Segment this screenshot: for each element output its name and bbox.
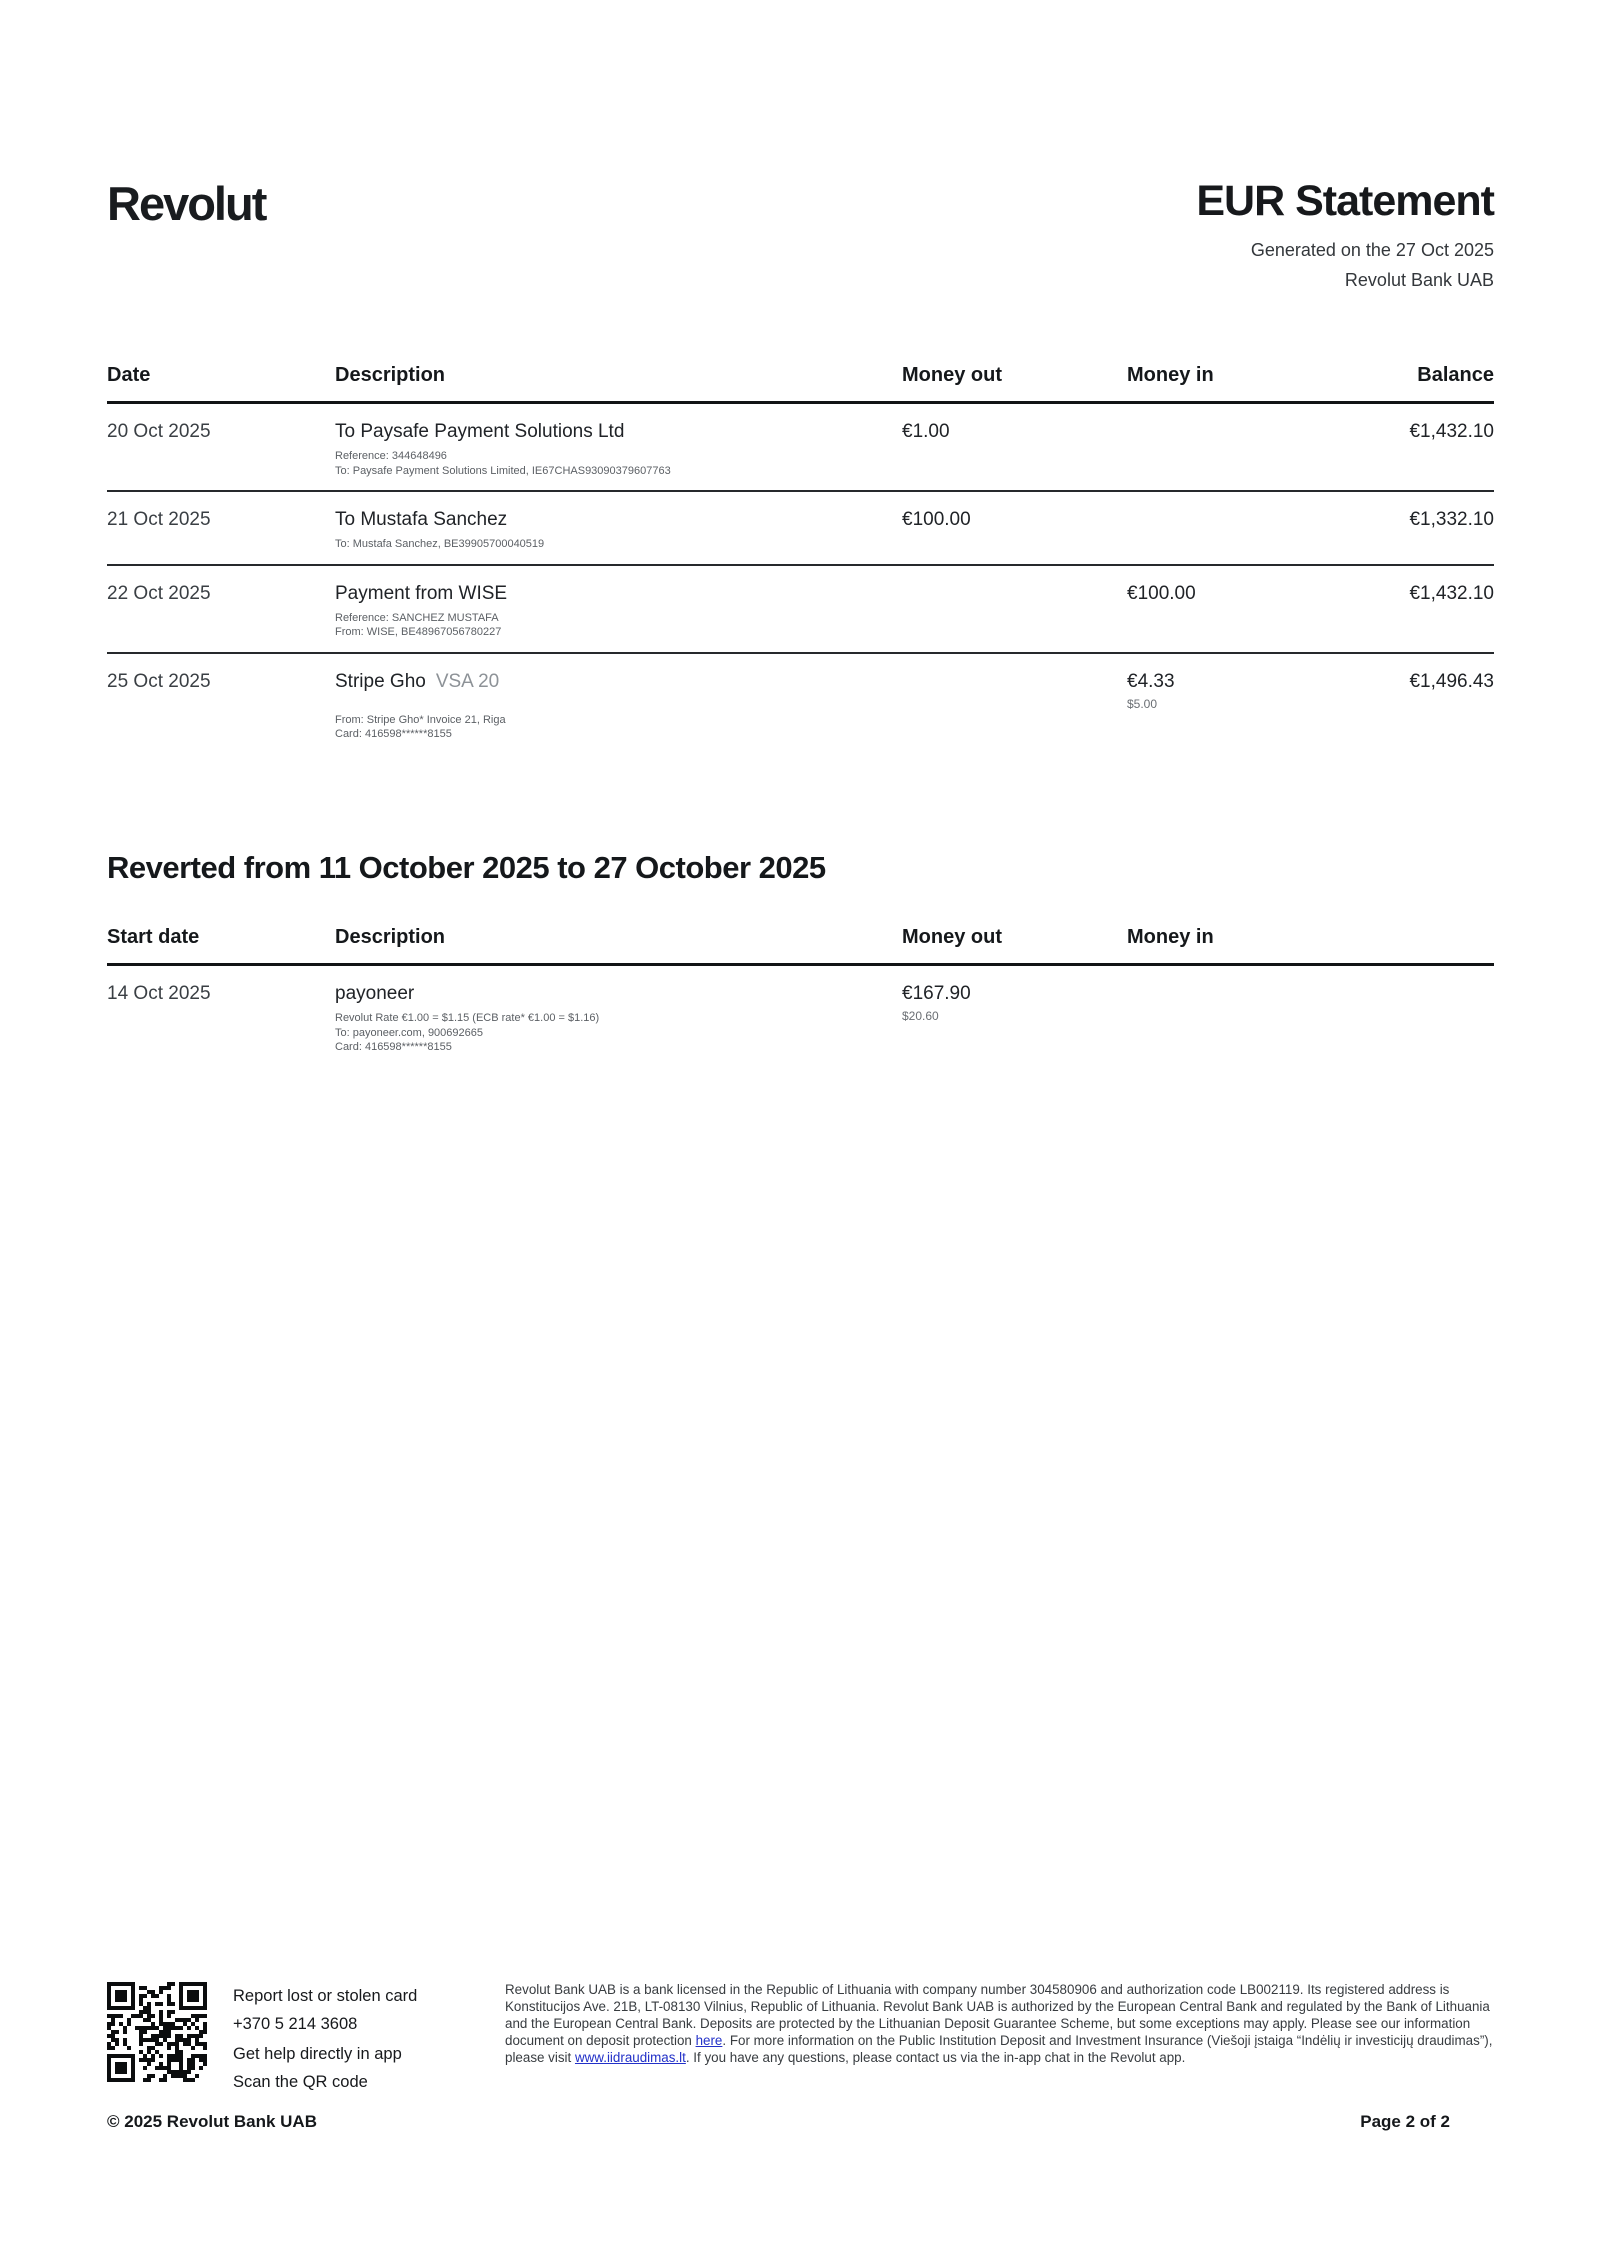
transaction-title-suffix: VSA 20 <box>435 670 500 692</box>
transaction-title-text: Stripe Gho <box>335 670 426 692</box>
transaction-date: 14 Oct 2025 <box>107 983 211 1004</box>
money-out-value: €1.00 <box>902 421 950 442</box>
report-card-label: Report lost or stolen card <box>233 1987 418 2005</box>
balance-value: €1,432.10 <box>1409 421 1494 442</box>
transaction-details <box>335 1011 902 1055</box>
legal-text <box>505 1982 1493 2067</box>
column-header-description: Description <box>335 364 446 386</box>
transaction-date: 25 Oct 2025 <box>107 670 211 692</box>
money-out-value <box>902 671 1127 742</box>
balance-value: €1,332.10 <box>1409 509 1494 530</box>
detail-line: Revolut Rate €1.00 = $1.15 (ECB rate* €1.00 = $1.16) <box>335 1012 600 1024</box>
detail-line: Reference: 344648496 <box>335 450 447 462</box>
legal-text-part: Revolut Bank UAB is a bank licensed in the Republic of Lithuania with company number 304580906 and authorization code LB002119. Its registered address is Konstitucijos Ave. 21B, LT-08130 Vilnius, Republic of Lithuania. Revolut Bank UAB is authorized by the European Central Bank and regulated by the Bank of Lithuania and the European Central Bank. Deposits are protected by the Lithuanian Deposit Guarantee Scheme, but some exceptions may apply. Please see our information document on deposit protection <box>505 1982 1490 2048</box>
money-in-value <box>1127 983 1300 1055</box>
column-header-money-out: Money out <box>902 364 1002 386</box>
reverted-table-header <box>107 918 1494 966</box>
column-header-money-in: Money in <box>1127 364 1214 386</box>
detail-line: To: Mustafa Sanchez, BE39905700040519 <box>335 538 545 550</box>
deposit-protection-link[interactable]: here <box>695 2032 723 2048</box>
money-out-value: €167.90 <box>902 983 971 1004</box>
table-row <box>107 966 1494 1067</box>
detail-line: Reference: SANCHEZ MUSTAFA <box>335 611 499 624</box>
transaction-title: To Mustafa Sanchez <box>335 509 508 530</box>
transaction-description <box>335 983 902 1055</box>
transaction-title: To Paysafe Payment Solutions Ltd <box>335 421 625 442</box>
statement-meta <box>1196 235 1494 295</box>
bank-name: Revolut Bank UAB <box>1344 270 1494 290</box>
scan-qr-label: Scan the QR code <box>233 2073 368 2091</box>
column-header-date: Date <box>107 364 151 386</box>
detail-line: To: Paysafe Payment Solutions Limited, IE67CHAS93090379607763 <box>335 464 671 477</box>
money-in-original-currency: $5.00 <box>1127 696 1158 711</box>
money-out-original-currency: $20.60 <box>902 1009 939 1023</box>
money-in-value <box>1127 421 1300 478</box>
detail-line: Card: 416598******8155 <box>335 1041 452 1053</box>
legal-text-part: . If you have any questions, please contact us via the in-app chat in the Revolut app. <box>685 2049 1186 2065</box>
transactions-table-header <box>107 356 1494 404</box>
transaction-description <box>335 583 902 640</box>
revolut-logo: Revolut <box>107 177 266 230</box>
footer <box>107 1982 1494 2096</box>
money-in-value: €100.00 <box>1127 582 1196 604</box>
footer-contact <box>233 1982 417 2096</box>
reverted-section-heading: Reverted from 11 October 2025 to 27 October 2025 <box>107 850 826 885</box>
copyright: © 2025 Revolut Bank UAB <box>107 2112 317 2131</box>
detail-line: From: Stripe Gho* Invoice 21, Riga <box>335 713 506 726</box>
support-phone: +370 5 214 3608 <box>233 2015 358 2033</box>
money-in-cell <box>1127 671 1300 742</box>
money-out-cell <box>902 983 1127 1055</box>
footer-help-block <box>107 1982 505 2096</box>
table-row <box>107 404 1494 492</box>
transaction-description <box>335 509 902 552</box>
transaction-details <box>335 537 902 552</box>
balance-value: €1,432.10 <box>1409 582 1494 604</box>
column-header-balance: Balance <box>1417 364 1494 386</box>
transactions-table <box>107 356 1494 754</box>
column-header-start-date: Start date <box>107 926 200 948</box>
detail-line: From: WISE, BE48967056780227 <box>335 626 502 638</box>
transaction-details <box>335 611 902 640</box>
transaction-title <box>335 671 902 693</box>
column-header-description: Description <box>335 926 446 948</box>
transaction-description <box>335 671 902 742</box>
money-in-value: €4.33 <box>1127 670 1175 692</box>
transaction-description <box>335 421 902 478</box>
page-title: EUR Statement <box>1196 177 1494 225</box>
reverted-table <box>107 918 1494 1067</box>
transaction-date: 21 Oct 2025 <box>107 509 211 530</box>
detail-line: To: payoneer.com, 900692665 <box>335 1026 484 1039</box>
table-row <box>107 654 1494 754</box>
page-number: Page 2 of 2 <box>1360 2112 1450 2131</box>
transaction-details <box>335 713 902 742</box>
column-header-money-out: Money out <box>902 926 1002 948</box>
transaction-date: 20 Oct 2025 <box>107 421 211 442</box>
title-block <box>1196 177 1494 295</box>
money-out-value: €100.00 <box>902 509 971 530</box>
iidraudimas-link[interactable]: www.iidraudimas.lt <box>574 2049 686 2065</box>
transaction-date: 22 Oct 2025 <box>107 582 211 604</box>
detail-line: Card: 416598******8155 <box>335 728 452 740</box>
header <box>107 177 1494 295</box>
table-row <box>107 566 1494 654</box>
transaction-title: payoneer <box>335 983 415 1004</box>
qr-code-icon <box>107 1982 207 2082</box>
legal-text-part: . For more information on the Public Institution Deposit and Investment Insurance (Viešoji įstaiga “Indėlių ir investicijų draudimas”), please visit <box>505 2032 1493 2065</box>
get-help-label: Get help directly in app <box>233 2045 402 2063</box>
generated-date: Generated on the 27 Oct 2025 <box>1250 240 1494 260</box>
table-row <box>107 492 1494 566</box>
transaction-title: Payment from WISE <box>335 582 508 604</box>
column-header-money-in: Money in <box>1127 926 1214 948</box>
money-in-value <box>1127 509 1300 552</box>
balance-value: €1,496.43 <box>1409 670 1494 692</box>
money-out-value <box>902 583 1127 640</box>
transaction-details <box>335 449 902 478</box>
